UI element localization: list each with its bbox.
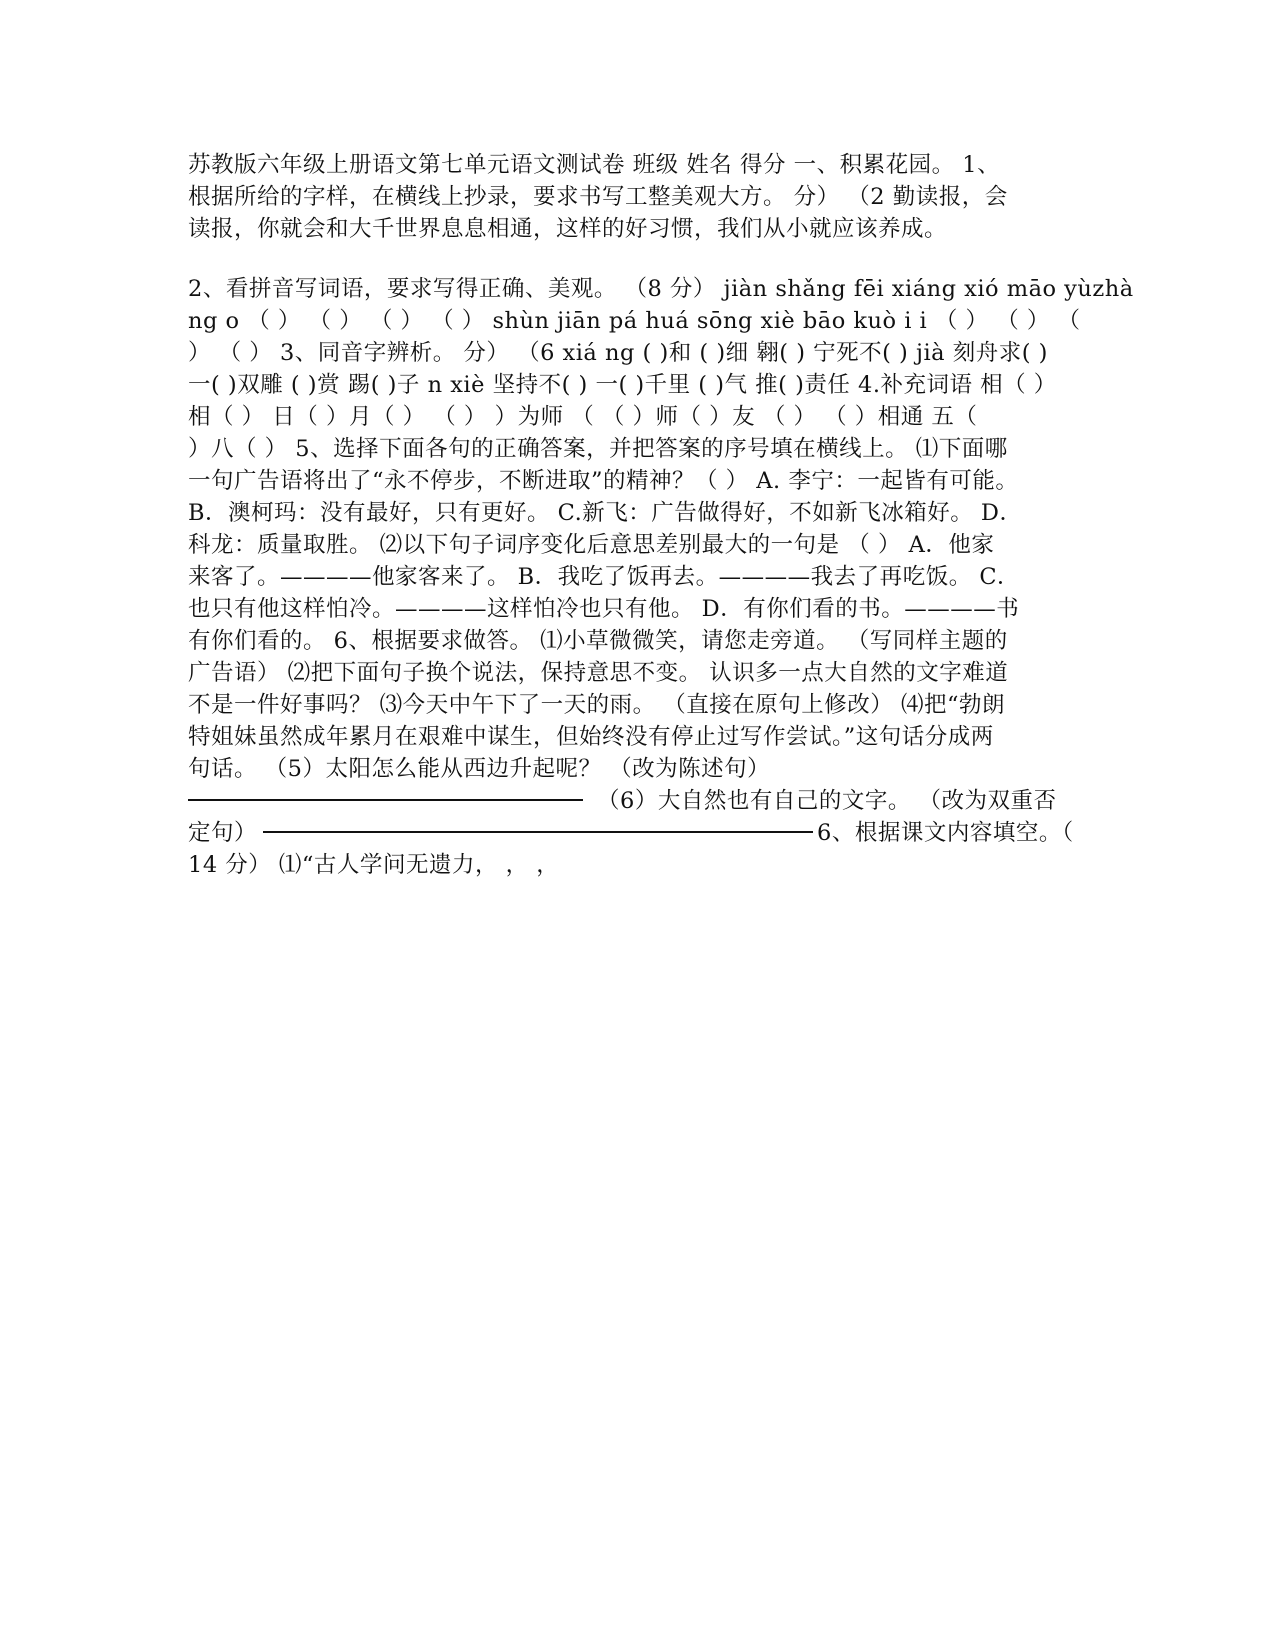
text-line: 读报，你就会和大千世界息息相通，这样的好习惯，我们从小就应该养成。 bbox=[188, 216, 948, 242]
text-line: 也只有他这样怕冷。————这样怕冷也只有他。 D．有你们看的书。————书 bbox=[188, 596, 1020, 622]
text-line: 苏教版六年级上册语文第七单元语文测试卷 班级 姓名 得分 一、积累花园。 1、 bbox=[188, 152, 1001, 178]
question-text: （6）大自然也有自己的文字。 （改为双重否 bbox=[597, 788, 1057, 814]
text-line: 广告语） ⑵把下面句子换个说法，保持意思不变。 认识多一点大自然的文字难道 bbox=[188, 660, 1009, 686]
text-line: ）八（ ） 5、选择下面各句的正确答案，并把答案的序号填在横线上。 ⑴下面哪 bbox=[188, 436, 1008, 462]
text-line: 不是一件好事吗？ ⑶今天中午下了一天的雨。 （直接在原句上修改） ⑷把“勃朗 bbox=[188, 692, 1005, 718]
exam-header-paragraph bbox=[188, 149, 1088, 245]
text-line: ng o （ ） （ ） （ ） （ ） shùn jiān pá huá sōng xiè bāo kuò i i （ ） （ ） （ bbox=[188, 308, 1081, 334]
text-line: 根据所给的字样，在横线上抄录，要求书写工整美观大方。 分） （2 勤读报，会 bbox=[188, 184, 1008, 210]
question-text: 定句） bbox=[188, 820, 258, 846]
text-line: 相（ ） 日（ ）月（ ） （ ） ）为师 （ （ ）师（ ）友 （ ） （ ）相通 五（ bbox=[188, 404, 978, 430]
question-text: 6、根据课文内容填空。（ bbox=[817, 820, 1074, 846]
text-line: 特姐妹虽然成年累月在艰难中谋生，但始终没有停止过写作尝试。”这句话分成两 bbox=[188, 724, 994, 750]
answer-blank-line bbox=[263, 831, 813, 833]
text-line: 一( )双雕 ( )赏 踢( )子 n xiè 坚持不( ) 一( )千里 ( )气 推( )责任 4.补充词语 相（ ） bbox=[188, 372, 1057, 398]
text-line: 2、看拼音写词语，要求写得正确、美观。 （8 分） jiàn shǎng fēi xiáng xió māo yùzhà bbox=[188, 276, 1134, 302]
text-line: 句话。 （5）太阳怎么能从西边升起呢？ （改为陈述句） bbox=[188, 756, 771, 782]
text-line bbox=[188, 785, 1088, 817]
text-line bbox=[188, 817, 1088, 849]
text-line: 科龙：质量取胜。 ⑵以下句子词序变化后意思差别最大的一句是 （ ） A．他家 bbox=[188, 532, 995, 558]
text-line: B．澳柯玛：没有最好，只有更好。 C.新飞：广告做得好，不如新飞冰箱好。 D． bbox=[188, 500, 1023, 526]
text-line: ） （ ） 3、同音字辨析。 分） （6 xiá ng ( )和 ( )细 翱( ) 宁死不( ) jià 刻舟求( ) bbox=[188, 340, 1048, 366]
text-line: 14 分） ⑴“古人学问无遗力， ， ， bbox=[188, 852, 560, 878]
text-line: 一句广告语将出了“永不停步，不断进取”的精神？（ ） A. 李宁：一起皆有可能。 bbox=[188, 468, 1019, 494]
exam-questions-paragraph bbox=[188, 273, 1134, 881]
answer-blank-line bbox=[188, 799, 583, 801]
text-line: 来客了。————他家客来了。 B．我吃了饭再去。————我去了再吃饭。 C． bbox=[188, 564, 1021, 590]
text-line: 有你们看的。 6、根据要求做答。 ⑴小草微微笑，请您走旁道。 （写同样主题的 bbox=[188, 628, 1008, 654]
